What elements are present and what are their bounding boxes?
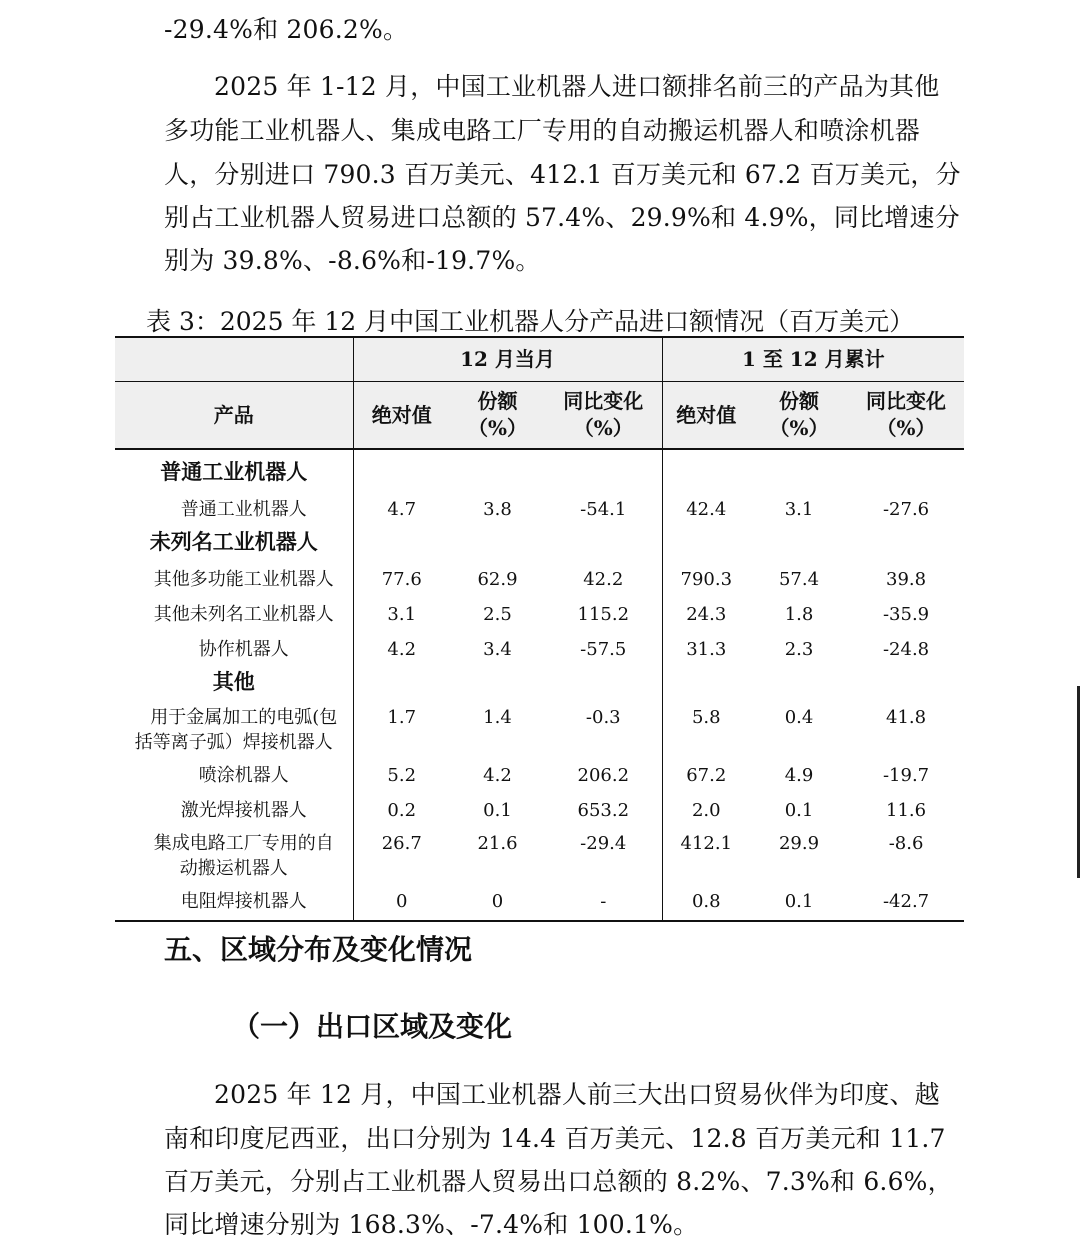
cum-abs: 0.8 bbox=[662, 883, 750, 921]
cum-yoy: 41.8 bbox=[886, 707, 927, 728]
cum-share: 4.9 bbox=[784, 765, 814, 786]
product-name-text: 协作机器人 bbox=[198, 639, 289, 660]
month-yoy: -57.5 bbox=[545, 631, 662, 666]
header-month-share-l1: 份额 bbox=[477, 389, 518, 413]
month-yoy: 115.2 bbox=[545, 596, 662, 631]
month-abs: 77.6 bbox=[381, 569, 422, 590]
product-name bbox=[115, 561, 353, 596]
table-row bbox=[115, 596, 964, 631]
product-name-text: 其他多功能工业机器人 bbox=[153, 569, 334, 590]
product-name-line1: 集成电路工厂专用的自 bbox=[153, 833, 334, 854]
cum-yoy: -19.7 bbox=[882, 765, 930, 786]
header-cum-share-l2: （%） bbox=[769, 416, 829, 440]
cum-abs: 5.8 bbox=[691, 707, 721, 728]
product-name-text: 电阻焊接机器人 bbox=[180, 891, 307, 912]
product-name bbox=[115, 701, 353, 757]
table-category-row bbox=[115, 526, 964, 561]
table-row bbox=[115, 827, 964, 883]
cum-yoy: -27.6 bbox=[882, 499, 930, 520]
table-row bbox=[115, 792, 964, 827]
cum-yoy: -24.8 bbox=[882, 639, 930, 660]
month-share: 3.8 bbox=[483, 499, 512, 520]
intro-para-line-1: 2025 年 1-12 月，中国工业机器人进口额排名前三的产品为其他 bbox=[214, 72, 940, 101]
header-cum-yoy bbox=[848, 382, 964, 450]
section-para-line-4: 同比增速分别为 168.3%、-7.4%和 100.1%。 bbox=[164, 1210, 699, 1239]
header-month-share-l2: （%） bbox=[467, 416, 527, 440]
month-share: 3.4 bbox=[483, 639, 512, 660]
table-row bbox=[115, 883, 964, 921]
product-name bbox=[115, 757, 353, 792]
product-name-text: 激光焊接机器人 bbox=[180, 800, 307, 821]
intro-para-line-4: 别占工业机器人贸易进口总额的 57.4%、29.9%和 4.9%，同比增速分 bbox=[164, 203, 960, 232]
month-share: 4.2 bbox=[483, 765, 512, 786]
category-name: 普通工业机器人 bbox=[115, 449, 353, 491]
product-name bbox=[115, 827, 353, 883]
subsection-heading: （一）出口区域及变化 bbox=[232, 1010, 513, 1043]
intro-para-line-2: 多功能工业机器人、集成电路工厂专用的自动搬运机器人和喷涂机器 bbox=[164, 116, 921, 145]
cum-share: 1.8 bbox=[784, 604, 814, 625]
month-yoy: 653.2 bbox=[545, 792, 662, 827]
header-month-abs: 绝对值 bbox=[353, 382, 450, 450]
month-share: 2.5 bbox=[483, 604, 512, 625]
header-cum-abs: 绝对值 bbox=[662, 382, 750, 450]
table-row bbox=[115, 561, 964, 596]
intro-para-line-3: 人，分别进口 790.3 百万美元、412.1 百万美元和 67.2 百万美元，分 bbox=[164, 160, 961, 189]
intro-para-line-5: 别为 39.8%、-8.6%和-19.7%。 bbox=[164, 246, 541, 275]
month-abs: 4.2 bbox=[387, 639, 417, 660]
month-abs: 0.2 bbox=[387, 800, 417, 821]
product-name-text: 喷涂机器人 bbox=[198, 765, 289, 786]
month-yoy: -29.4 bbox=[545, 827, 662, 883]
month-yoy: 206.2 bbox=[545, 757, 662, 792]
month-abs: 4.7 bbox=[387, 499, 417, 520]
table-caption: 表 3：2025 年 12 月中国工业机器人分产品进口额情况（百万美元） bbox=[146, 307, 915, 336]
cum-abs: 24.3 bbox=[686, 604, 727, 625]
table-row bbox=[115, 491, 964, 526]
table-category-row bbox=[115, 666, 964, 701]
month-share: 0.1 bbox=[483, 800, 512, 821]
category-name: 其他 bbox=[115, 666, 353, 701]
month-yoy: -54.1 bbox=[545, 491, 662, 526]
header-cum-yoy-l1: 同比变化 bbox=[866, 389, 947, 413]
product-name-line2: 括等离子弧）焊接机器人 bbox=[134, 732, 333, 753]
cum-abs: 42.4 bbox=[686, 499, 727, 520]
month-share: 1.4 bbox=[483, 707, 512, 728]
cum-abs: 790.3 bbox=[680, 569, 733, 590]
month-abs: 3.1 bbox=[387, 604, 417, 625]
section-para-line-1: 2025 年 12 月，中国工业机器人前三大出口贸易伙伴为印度、越 bbox=[214, 1080, 940, 1109]
cum-yoy: -42.7 bbox=[848, 883, 964, 921]
section-para-line-2: 南和印度尼西亚，出口分别为 14.4 百万美元、12.8 百万美元和 11.7 bbox=[164, 1124, 946, 1153]
cum-share: 2.3 bbox=[784, 639, 814, 660]
header-month-yoy-l1: 同比变化 bbox=[563, 389, 644, 413]
section-heading: 五、区域分布及变化情况 bbox=[164, 933, 473, 966]
product-name-line1: 用于金属加工的电弧(包 bbox=[150, 707, 338, 728]
month-share: 62.9 bbox=[477, 569, 518, 590]
cum-share: 3.1 bbox=[784, 499, 814, 520]
cum-share: 0.1 bbox=[750, 883, 848, 921]
cum-share: 0.4 bbox=[784, 707, 814, 728]
header-group-month: 12 月当月 bbox=[353, 337, 662, 382]
cum-yoy: -35.9 bbox=[882, 604, 930, 625]
cum-yoy: 39.8 bbox=[886, 569, 927, 590]
table-row bbox=[115, 631, 964, 666]
header-cum-share bbox=[750, 382, 848, 450]
month-abs: 0 bbox=[353, 883, 450, 921]
product-name bbox=[115, 631, 353, 666]
header-cum-share-l1: 份额 bbox=[779, 389, 820, 413]
table-row bbox=[115, 701, 964, 757]
product-name bbox=[115, 883, 353, 921]
cum-abs: 67.2 bbox=[686, 765, 727, 786]
product-name bbox=[115, 491, 353, 526]
section-para-line-3: 百万美元，分别占工业机器人贸易出口总额的 8.2%、7.3%和 6.6%， bbox=[164, 1167, 953, 1196]
product-name-text: 其他未列名工业机器人 bbox=[153, 604, 334, 625]
category-name: 未列名工业机器人 bbox=[115, 526, 353, 561]
cum-abs: 2.0 bbox=[691, 800, 721, 821]
month-share: 21.6 bbox=[477, 833, 518, 854]
table-category-row bbox=[115, 449, 964, 491]
header-month-yoy bbox=[545, 382, 662, 450]
cum-share: 29.9 bbox=[778, 833, 820, 854]
cum-share: 57.4 bbox=[778, 569, 820, 590]
header-group-cumulative: 1 至 12 月累计 bbox=[662, 337, 964, 382]
intro-line-0: -29.4%和 206.2%。 bbox=[164, 15, 409, 44]
month-abs: 5.2 bbox=[387, 765, 417, 786]
cum-yoy: 11.6 bbox=[886, 800, 927, 821]
month-yoy: - bbox=[545, 883, 662, 921]
month-yoy: 42.2 bbox=[545, 561, 662, 596]
cum-share: 0.1 bbox=[784, 800, 814, 821]
month-yoy: -0.3 bbox=[545, 701, 662, 757]
cum-abs: 412.1 bbox=[680, 833, 733, 854]
header-cum-yoy-l2: （%） bbox=[876, 416, 936, 440]
month-share: 0 bbox=[450, 883, 545, 921]
import-by-product-table bbox=[115, 336, 964, 922]
header-blank bbox=[115, 337, 353, 382]
header-month-share bbox=[450, 382, 545, 450]
header-month-yoy-l2: （%） bbox=[573, 416, 633, 440]
product-name-text: 普通工业机器人 bbox=[180, 499, 307, 520]
product-name bbox=[115, 792, 353, 827]
month-abs: 1.7 bbox=[387, 707, 417, 728]
month-abs: 26.7 bbox=[381, 833, 422, 854]
product-name bbox=[115, 596, 353, 631]
cum-abs: 31.3 bbox=[686, 639, 727, 660]
product-name-line2: 动搬运机器人 bbox=[179, 858, 288, 879]
table-row bbox=[115, 757, 964, 792]
header-product: 产品 bbox=[115, 382, 353, 450]
cum-yoy: -8.6 bbox=[888, 833, 924, 854]
